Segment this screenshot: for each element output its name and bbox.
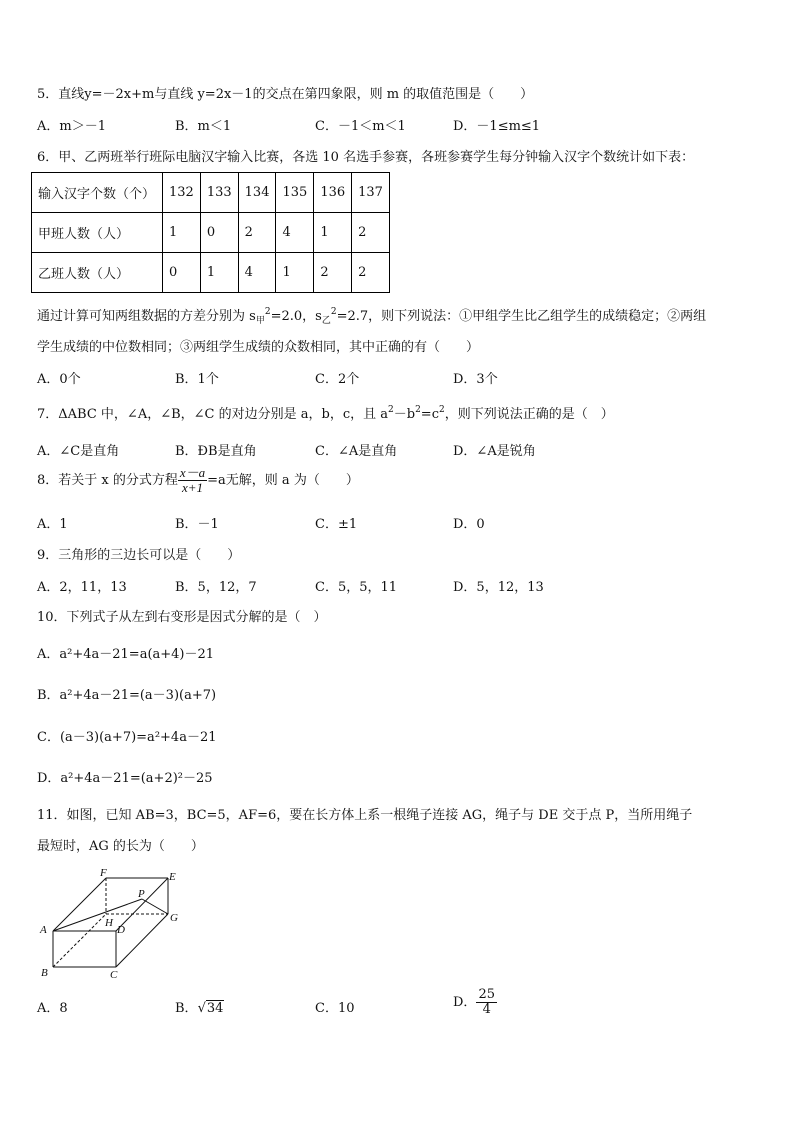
q6-text-part: =2.0，s	[270, 309, 322, 324]
q8-option-c: C．±1	[315, 517, 358, 532]
q6-score-table	[31, 172, 390, 293]
q10-option-c: C．(a－3)(a+7)=a²+4a－21	[37, 730, 217, 745]
q5-option-d: D．－1≤m≤1	[453, 119, 541, 134]
q5-stem: 5．直线y=－2x+m与直线 y=2x－1的交点在第四象限，则 m 的取值范围是（ ）	[37, 87, 534, 102]
q6-option-b: B．1个	[175, 372, 219, 387]
table-cell: 0	[163, 253, 201, 293]
q7-text-part: =c	[420, 407, 439, 422]
q8-fraction-denominator: x+1	[181, 480, 204, 495]
q11-option-d-numerator: 25	[478, 987, 495, 1002]
table-cell: 137	[352, 173, 390, 213]
q7-option-c: C．∠A是直角	[315, 444, 398, 459]
q11-cuboid-figure	[36, 866, 186, 982]
table-cell: 2	[352, 253, 390, 293]
q9-stem: 9．三角形的三边长可以是（ ）	[37, 548, 241, 563]
q6-sub-jia: 甲	[255, 316, 265, 326]
rope-ap	[53, 899, 142, 931]
table-cell: 133	[200, 173, 238, 213]
table-row	[32, 253, 390, 293]
q6-text-part: 通过计算可知两组数据的方差分别为 s	[37, 309, 256, 324]
table-cell: 0	[200, 213, 238, 253]
q8-option-d: D．0	[453, 517, 485, 532]
edge-af	[53, 878, 106, 931]
rope-pg	[142, 899, 168, 914]
label-f: F	[100, 867, 107, 879]
q11-option-d-fraction	[476, 988, 497, 1017]
q9-option-d: D．5，12，13	[453, 580, 544, 595]
q7-option-d: D．∠A是锐角	[453, 444, 536, 459]
label-d: D	[117, 924, 125, 936]
label-e: E	[169, 871, 176, 883]
table-cell: 1	[163, 213, 201, 253]
q11-option-b	[175, 997, 224, 1016]
table-cell: 2	[352, 213, 390, 253]
q8-option-b: B．－1	[175, 517, 219, 532]
table-cell: 4	[238, 253, 276, 293]
q11-option-d	[453, 988, 497, 1017]
q8-stem	[37, 466, 359, 495]
table-cell: 输入汉字个数（个）	[32, 173, 163, 213]
table-cell: 136	[314, 173, 352, 213]
q6-option-d: D．3个	[453, 372, 498, 387]
q7-text-part: ，则下列说法正确的是（ ）	[444, 407, 614, 422]
q11-option-d-prefix: D．	[453, 995, 477, 1010]
label-c: C	[110, 969, 118, 981]
label-p: P	[138, 888, 145, 900]
label-b: B	[41, 967, 48, 979]
q7-option-b: B．ÐB是直角	[175, 444, 257, 459]
q11-stem-line1: 11．如图，已知 AB=3，BC=5，AF=6，要在长方体上系一根绳子连接 AG，绳子与 DE 交于点 P，当所用绳子	[37, 808, 693, 823]
q7-stem: 7．ΔABC 中，∠A，∠B，∠C 的对边分别是 a，b，c，且 $a^2-b^2=c^2$，则下列说法正确的是（ ）	[37, 405, 614, 422]
edge-cg	[116, 914, 168, 967]
table-cell: 1	[314, 213, 352, 253]
q6-option-a: A．0个	[37, 372, 81, 387]
table-cell: 134	[238, 173, 276, 213]
q11-option-b-radicand: 34	[206, 1001, 224, 1016]
q10-stem: 10．下列式子从左到右变形是因式分解的是（ ）	[37, 610, 327, 625]
q8-fraction	[178, 466, 207, 495]
q8-text-part: =a无解，则 a 为（ ）	[207, 473, 359, 488]
q6-sub-yi: 乙	[321, 316, 331, 326]
table-cell: 乙班人数（人）	[32, 253, 163, 293]
q7-text-part: 7．ΔABC 中，∠A，∠B，∠C 的对边分别是 a，b，c，且 a	[37, 407, 388, 422]
q5-option-c: C．－1＜m＜1	[315, 119, 406, 134]
sqrt-icon: √	[197, 1001, 206, 1016]
q11-option-b-prefix: B．	[175, 1001, 198, 1016]
table-cell: 甲班人数（人）	[32, 213, 163, 253]
q8-option-a: A．1	[37, 517, 68, 532]
q11-option-c: C．10	[315, 1001, 355, 1016]
q11-option-d-denominator: 4	[482, 1002, 491, 1017]
q6-option-c: C．2个	[315, 372, 360, 387]
q5-option-b: B．m＜1	[175, 119, 232, 134]
table-row	[32, 213, 390, 253]
table-cell: 4	[276, 213, 314, 253]
q7-text-part: －b	[393, 407, 416, 422]
q8-text-part: 8．若关于 x 的分式方程	[37, 473, 178, 488]
q6-stem: 6．甲、乙两班举行班际电脑汉字输入比赛，各选 10 名选手参赛，各班参赛学生每分钟输入汉字个数统计如下表：	[37, 150, 695, 165]
label-a: A	[40, 924, 47, 936]
q10-option-d: D．a²+4a－21=(a+2)²－25	[37, 771, 213, 786]
table-cell: 2	[238, 213, 276, 253]
table-row	[32, 173, 390, 213]
q5-option-a: A．m＞－1	[37, 119, 106, 134]
q11-option-a: A．8	[37, 1001, 68, 1016]
q10-option-a: A．a²+4a－21=a(a+4)－21	[37, 647, 215, 662]
q10-option-b: B．a²+4a－21=(a－3)(a+7)	[37, 688, 217, 703]
label-h: H	[105, 917, 113, 929]
table-cell: 135	[276, 173, 314, 213]
table-cell: 132	[163, 173, 201, 213]
q6-text-part: =2.7，则下列说法：①甲组学生比乙组学生的成绩稳定；②两组	[336, 309, 707, 324]
table-cell: 2	[314, 253, 352, 293]
q9-option-c: C．5，5，11	[315, 580, 398, 595]
q9-option-a: A．2，11，13	[37, 580, 127, 595]
q11-stem-line2: 最短时，AG 的长为（ ）	[37, 839, 204, 854]
table-cell: 1	[200, 253, 238, 293]
table-cell: 1	[276, 253, 314, 293]
q7-option-a: A．∠C是直角	[37, 444, 120, 459]
q6-text-line2: 学生成绩的中位数相同；③两组学生成绩的众数相同，其中正确的有（ ）	[37, 340, 480, 355]
q6-variance-text: 通过计算可知两组数据的方差分别为 $s_甲^2=2.0$，$s_乙^2=2.7$，则下列说法：①甲组学生比乙组学生的成绩稳定；②两组	[37, 307, 707, 326]
q9-option-b: B．5，12，7	[175, 580, 257, 595]
q8-fraction-numerator: x－a	[179, 465, 206, 480]
label-g: G	[170, 912, 178, 924]
